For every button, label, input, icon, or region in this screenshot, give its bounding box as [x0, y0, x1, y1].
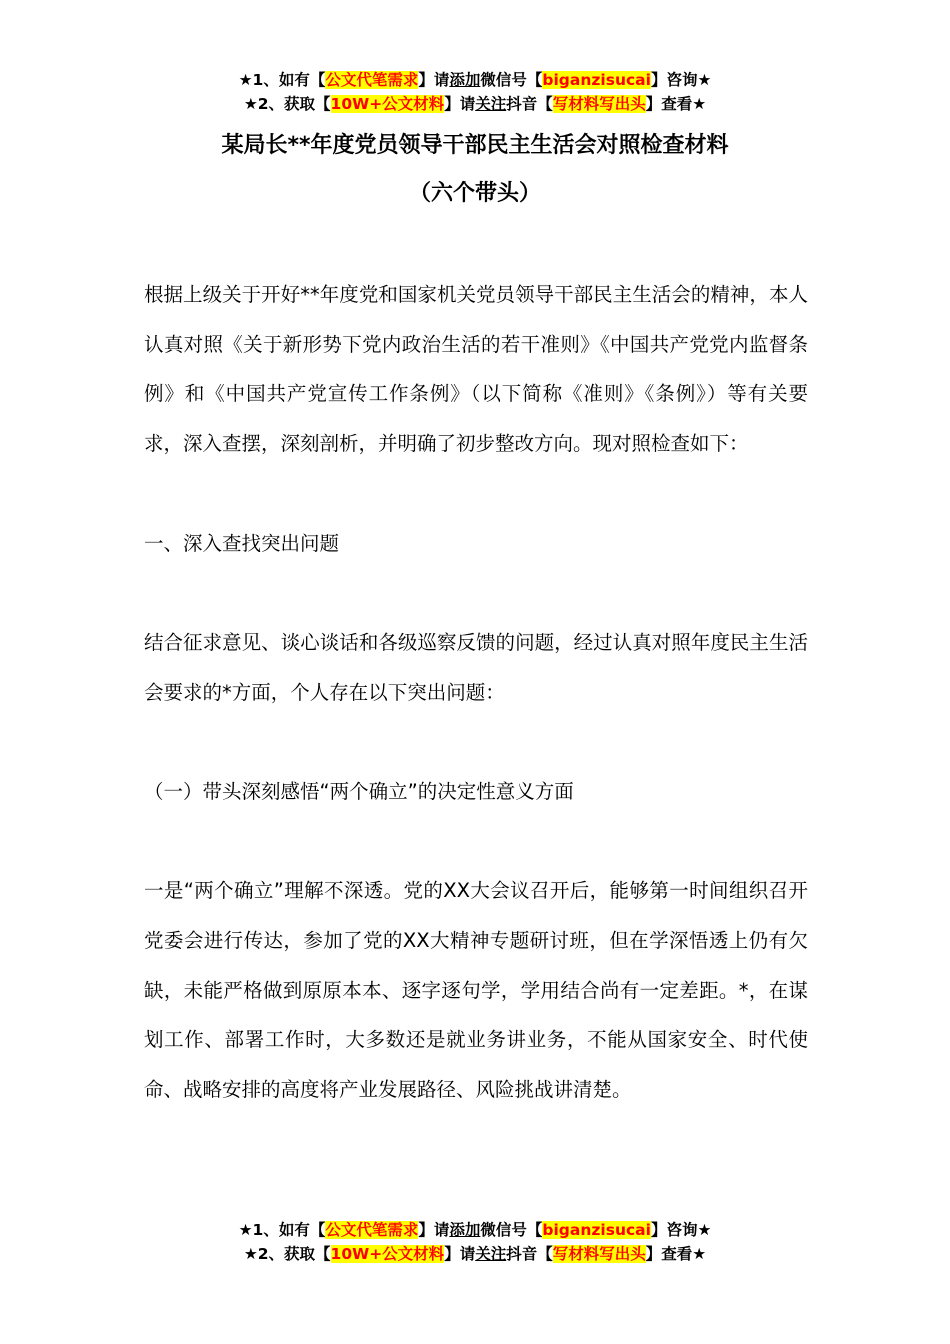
paragraph-gap — [144, 817, 808, 867]
highlight-douyin-account: 写材料写出头 — [552, 1245, 646, 1263]
highlight-wechat-id: biganzisucai — [542, 71, 651, 89]
highlight-douyin-account: 写材料写出头 — [552, 95, 646, 113]
banner-text: 】请 — [418, 71, 450, 89]
banner-text: 微信号【 — [480, 71, 543, 89]
banner-text: 】咨询★ — [650, 71, 712, 89]
point-one-paragraph: 一是“两个确立”理解不深透。党的XX大会议召开后，能够第一时间组织召开党委会进行传达，参加了党的XX大精神专题研讨班，但在学深悟透上仍有欠缺，未能严格做到原原本本、逐字逐句学，学用结合尚有一定差距。*，在谋划工作、部署工作时，大多数还是就业务讲业务，不能从国家安全、时代使命、战略安排的高度将产业发展路径、风险挑战讲清楚。 — [144, 879, 808, 1102]
highlight-ghostwriting: 公文代笔需求 — [325, 1221, 419, 1239]
document-body — [144, 270, 808, 1115]
banner-line-1 — [0, 68, 950, 92]
banner-text: 】查看★ — [645, 95, 707, 113]
underlined-follow: 关注 — [475, 95, 507, 113]
paragraph-gap — [144, 568, 808, 618]
banner-text: 】查看★ — [645, 1245, 707, 1263]
banner-text: 抖音【 — [506, 1245, 553, 1263]
banner-text: ★1、如有【 — [238, 1221, 326, 1239]
banner-line-2 — [0, 1242, 950, 1266]
highlight-materials: 10W+公文材料 — [330, 1245, 445, 1263]
banner-line-2 — [0, 92, 950, 116]
document-title: 某局长**年度党员领导干部民主生活会对照检查材料 — [221, 133, 729, 158]
paragraph-gap — [144, 469, 808, 519]
footer-banner — [0, 1218, 950, 1266]
banner-text: 】请 — [418, 1221, 450, 1239]
banner-text: 抖音【 — [506, 95, 553, 113]
document-subtitle: （六个带头） — [408, 181, 541, 206]
highlight-ghostwriting: 公文代笔需求 — [325, 71, 419, 89]
underlined-add: 添加 — [449, 1221, 481, 1239]
banner-text: ★1、如有【 — [238, 71, 326, 89]
banner-text: ★2、获取【 — [243, 1245, 331, 1263]
banner-text: 】请 — [444, 95, 476, 113]
header-banner — [0, 68, 950, 116]
paragraph-gap — [144, 717, 808, 767]
highlight-materials: 10W+公文材料 — [330, 95, 445, 113]
banner-text: 】咨询★ — [650, 1221, 712, 1239]
banner-line-1 — [0, 1218, 950, 1242]
banner-text: 】请 — [444, 1245, 476, 1263]
section-heading-1: 一、深入查找突出问题 — [144, 531, 340, 555]
banner-text: ★2、获取【 — [243, 95, 331, 113]
highlight-wechat-id: biganzisucai — [542, 1221, 651, 1239]
underlined-add: 添加 — [449, 71, 481, 89]
intro-paragraph: 根据上级关于开好**年度党和国家机关党员领导干部民主生活会的精神，本人认真对照《关于新形势下党内政治生活的若干准则》《中国共产党党内监督条例》和《中国共产党宣传工作条例》（以下简称《准则》《条例》）等有关要求，深入查摆，深刻剖析，并明确了初步整改方向。现对照检查如下： — [144, 283, 808, 456]
underlined-follow: 关注 — [475, 1245, 507, 1263]
problems-intro-paragraph: 结合征求意见、谈心谈话和各级巡察反馈的问题，经过认真对照年度民主生活会要求的*方面，个人存在以下突出问题： — [144, 630, 808, 704]
subsection-heading-1: （一）带头深刻感悟“两个确立”的决定性意义方面 — [144, 779, 574, 803]
banner-text: 微信号【 — [480, 1221, 543, 1239]
